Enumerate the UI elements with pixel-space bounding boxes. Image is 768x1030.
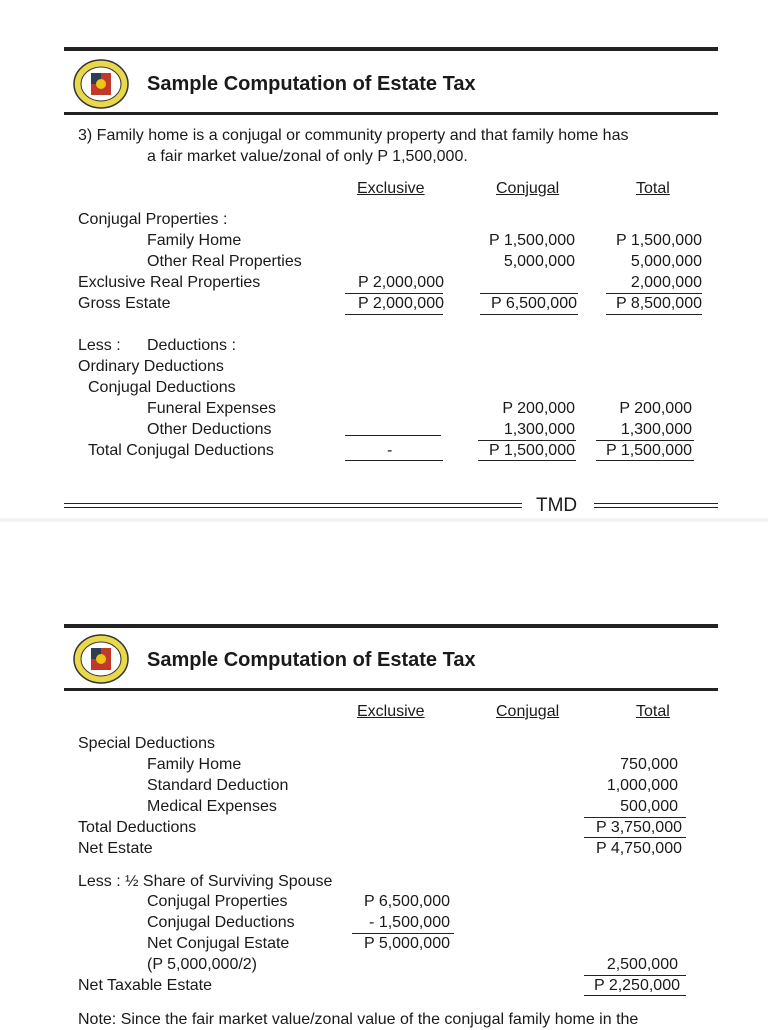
medical-expenses-label: Medical Expenses <box>147 798 277 815</box>
medical-expenses-total: 500,000 <box>620 798 678 815</box>
footer-rule-right <box>594 507 718 508</box>
header-conjugal: Conjugal <box>496 703 560 720</box>
gross-estate-exclusive: P 2,000,000 <box>357 295 444 312</box>
funeral-conjugal: P 200,000 <box>502 400 575 417</box>
total-deductions-total: P 3,750,000 <box>595 819 682 836</box>
other-deductions-conjugal: 1,300,000 <box>503 421 575 438</box>
rule <box>596 460 694 461</box>
half-share-total: 2,500,000 <box>606 956 678 973</box>
conjugal-deductions-label: Conjugal Deductions <box>88 379 236 396</box>
less-share-label: Less : ½ Share of Surviving Spouse <box>78 873 333 890</box>
page-title: Sample Computation of Estate Tax <box>147 73 476 95</box>
rule <box>584 837 686 838</box>
ordinary-deductions-label: Ordinary Deductions <box>78 358 224 375</box>
funeral-label: Funeral Expenses <box>147 400 276 417</box>
family-home-total: 750,000 <box>620 756 678 773</box>
total-conjugal-conjugal: P 1,500,000 <box>488 442 575 459</box>
total-conjugal-exclusive: - <box>387 442 393 459</box>
footer-label: TMD <box>536 495 578 516</box>
conjugal-properties-label: Conjugal Properties <box>147 893 288 910</box>
less-label: Less : <box>78 337 121 354</box>
gross-estate-total: P 8,500,000 <box>615 295 702 312</box>
net-conjugal-value: P 5,000,000 <box>363 935 450 952</box>
deductions-label: Deductions : <box>147 337 236 354</box>
other-real-label: Other Real Properties <box>147 253 302 270</box>
header-conjugal: Conjugal <box>496 180 560 197</box>
seal-logo <box>72 58 130 110</box>
rule <box>345 460 443 461</box>
family-home-conjugal: P 1,500,000 <box>488 232 575 249</box>
net-estate-label: Net Estate <box>78 840 153 857</box>
top-rule <box>64 47 718 51</box>
conjugal-deductions-label: Conjugal Deductions <box>147 914 295 931</box>
exclusive-real-label: Exclusive Real Properties <box>78 274 261 291</box>
net-taxable-total: P 2,250,000 <box>593 977 680 994</box>
header-total: Total <box>636 703 670 720</box>
rule <box>478 460 576 461</box>
footer-rule-left <box>64 507 522 508</box>
family-home-label: Family Home <box>147 756 242 773</box>
total-deductions-label: Total Deductions <box>78 819 197 836</box>
footer-rule-left <box>64 503 522 504</box>
total-conjugal-total: P 1,500,000 <box>605 442 692 459</box>
net-estate-total: P 4,750,000 <box>595 840 682 857</box>
net-taxable-label: Net Taxable Estate <box>78 977 213 994</box>
other-real-total: 5,000,000 <box>630 253 702 270</box>
header-total: Total <box>636 180 670 197</box>
header-exclusive: Exclusive <box>357 180 425 197</box>
gross-estate-conjugal: P 6,500,000 <box>490 295 577 312</box>
funeral-total: P 200,000 <box>619 400 692 417</box>
rule <box>606 314 702 315</box>
rule <box>345 314 443 315</box>
total-conjugal-label: Total Conjugal Deductions <box>88 442 274 459</box>
exclusive-real-total: 2,000,000 <box>630 274 702 291</box>
other-deductions-label: Other Deductions <box>147 421 272 438</box>
special-deductions-label: Special Deductions <box>78 735 215 752</box>
top-rule <box>64 624 718 628</box>
seal-logo <box>72 633 130 685</box>
standard-deduction-label: Standard Deduction <box>147 777 289 794</box>
rule <box>584 995 686 996</box>
rule <box>345 435 441 436</box>
title-rule <box>64 112 718 115</box>
net-conjugal-label: Net Conjugal Estate <box>147 935 290 952</box>
standard-deduction-total: 1,000,000 <box>606 777 678 794</box>
half-share-label: (P 5,000,000/2) <box>147 956 258 973</box>
conjugal-properties-value: P 6,500,000 <box>363 893 450 910</box>
gross-estate-label: Gross Estate <box>78 295 171 312</box>
title-rule <box>64 688 718 691</box>
other-deductions-total: 1,300,000 <box>620 421 692 438</box>
header-exclusive: Exclusive <box>357 703 425 720</box>
intro-line-1: 3) Family home is a conjugal or community property and that family home has <box>78 127 629 144</box>
footer-rule-right <box>594 503 718 504</box>
family-home-label: Family Home <box>147 232 242 249</box>
rule <box>480 314 578 315</box>
slide-separator <box>0 518 768 522</box>
note-text: Note: Since the fair market value/zonal value of the conjugal family home in the <box>78 1011 639 1028</box>
exclusive-real-exclusive: P 2,000,000 <box>357 274 444 291</box>
conjugal-properties-label: Conjugal Properties : <box>78 211 228 228</box>
intro-line-2: a fair market value/zonal of only P 1,500,000. <box>147 148 468 165</box>
conjugal-deductions-value: - 1,500,000 <box>369 914 450 931</box>
family-home-total: P 1,500,000 <box>615 232 702 249</box>
page-title: Sample Computation of Estate Tax <box>147 649 476 671</box>
other-real-conjugal: 5,000,000 <box>503 253 575 270</box>
